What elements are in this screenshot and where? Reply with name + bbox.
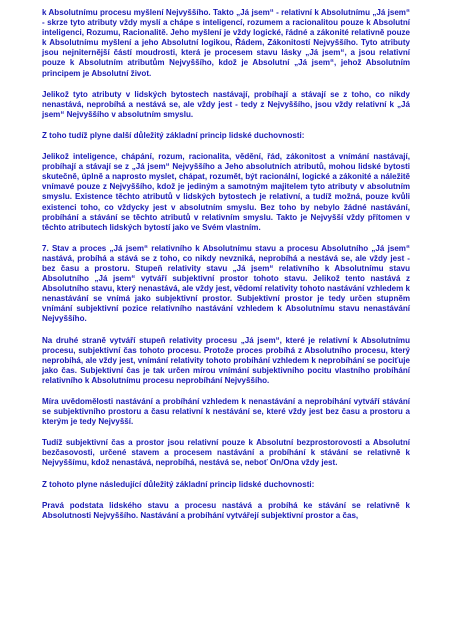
paragraph-atributy-mysleni: k Absolutnímu procesu myšlení Nejvyššího. Takto „Já jsem“ - relativní k Absolutnímu „Já jsem“ - skrze tyto atributy vždy myslí a chápe s inteligencí, rozumem a racionalitou pouze k Absolutní inteligenci, Rozumu, Racionalitě. Jeho myšlení je vždy logické, řádné a zákonité relativně pouze k Absolutnímu myšlení a jeho Absolutní logikou, Řádem, Zákonitostí Nejvyššího. Tyto atributy jsou nejniternější částí moudrosti, která je procesem stavu lásky „Já jsem“, a jsou relativní pouze k Absolutním atributům Nejvyššího, kdož je Absolutní „Já jsem“, jehož Absolutním principem je Absolutní život.: [42, 8, 410, 78]
paragraph-bezcasovost: Tudíž subjektivní čas a prostor jsou relativní pouze k Absolutní bezprostorovosti a Absolutní bezčasovosti, určené stavem a procesem nastávání a probíhání k stávání se relativně k Nejvyššímu, kdož nenastává, neprobíhá, nestává se, neboť On/Ona vždy jest.: [42, 438, 410, 468]
principle-heading-2: Z tohoto plyne následující důležitý základní princip lidské duchovnosti:: [42, 479, 315, 489]
paragraph-section-7: 7. Stav a proces „Já jsem“ relativního k Absolutnímu stavu a procesu Absolutního „Já jsem“ nastává, probíhá a stává se z toho, co nikdy nevzniká, neprobíhá a nestává se, ale vždy jest - bez času a prostoru. Stupeň relativity stavu „Já jsem“ relativního k Absolutnímu stavu Absolutního „Já jsem“ vytváří subjektivní prostor tohoto stavu. Jelikož tento nastává z Absolutního stavu, který nenastává, ale vždy jest, vědomí relativity tohoto nastávání vzhledem k nenastávání se vnímá jako subjektivní prostor. Subjektivní prostor je tedy určen stupněm vnímání subjektivní pozice relativního nastávání vzhledem k Absolutnímu stavu nenastávání Nejvyššího.: [42, 243, 410, 324]
paragraph-mira-uvedomelosti: Míra uvědomělosti nastávání a probíhání vzhledem k nenastávání a neprobíhání vytváří stávání se subjektivního prostoru a času relativní k nestávání se, které vždy jest bez času a prostoru a kterým je tedy Nejvyšší.: [42, 397, 410, 427]
principle-heading-1: Z toho tudíž plyne další důležitý základní princip lidské duchovnosti:: [42, 130, 305, 140]
paragraph-subjektivni-cas: Na druhé straně vytváří stupeň relativity procesu „Já jsem“, které je relativní k Absolutnímu procesu, subjektivní čas tohoto procesu. Protože proces probíhá z Absolutního procesu, který neprobíhá, ale vždy jest, vnímání relativity tohoto probíhání vzhledem k neprobíhání se pociťuje jako čas. Subjektivní čas je tak určen mírou vnímání subjektivního pocitu vlastního probíhání relativního k Absolutnímu procesu neprobíhání Nejvyššího.: [42, 335, 410, 385]
paragraph-princip-inteligence: Jelikož inteligence, chápání, rozum, racionalita, vědění, řád, zákonitost a vnímání nastávají, probíhají a stávají se z „Já jsem“ Nejvyššího a Jeho absolutních atributů, mohou lidské bytosti skutečně, úplně a naprosto myslet, chápat, rozumět, být racionální, logické a zákonité a náležitě vnímavé pouze z Nejvyššího, kdož je jediným a samotným majitelem tyto atributy v absolutním smyslu. Existence těchto atributů v lidských bytostech je relativní, a tudíž možná, pouze kvůli existenci toho, co vždycky jest v absolutním smyslu. Bez toho by nebylo žádné nastávání, probíhání a stávání se těchto atributů v relativním smyslu. Takto je Nejvyšší vždy přítomen v těchto atributech lidských bytostí jako ve Svém vlastním.: [42, 152, 410, 232]
paragraph-relativita-atributu: Jelikož tyto atributy v lidských bytostech nastávají, probíhají a stávají se z toho, co nikdy nenastává, neprobíhá a nestává se, ale vždy jest - tedy z Nejvyššího, jsou vždy relativní k „Já jsem“ Nejvyššího v absolutním smyslu.: [42, 89, 410, 119]
paragraph-prava-podstata: Pravá podstata lidského stavu a procesu nastává a probíhá ke stávání se relativně k Absolutnosti Nejvyššího. Nastávání a probíhání vytvářejí subjektivní prostor a čas,: [42, 500, 410, 520]
